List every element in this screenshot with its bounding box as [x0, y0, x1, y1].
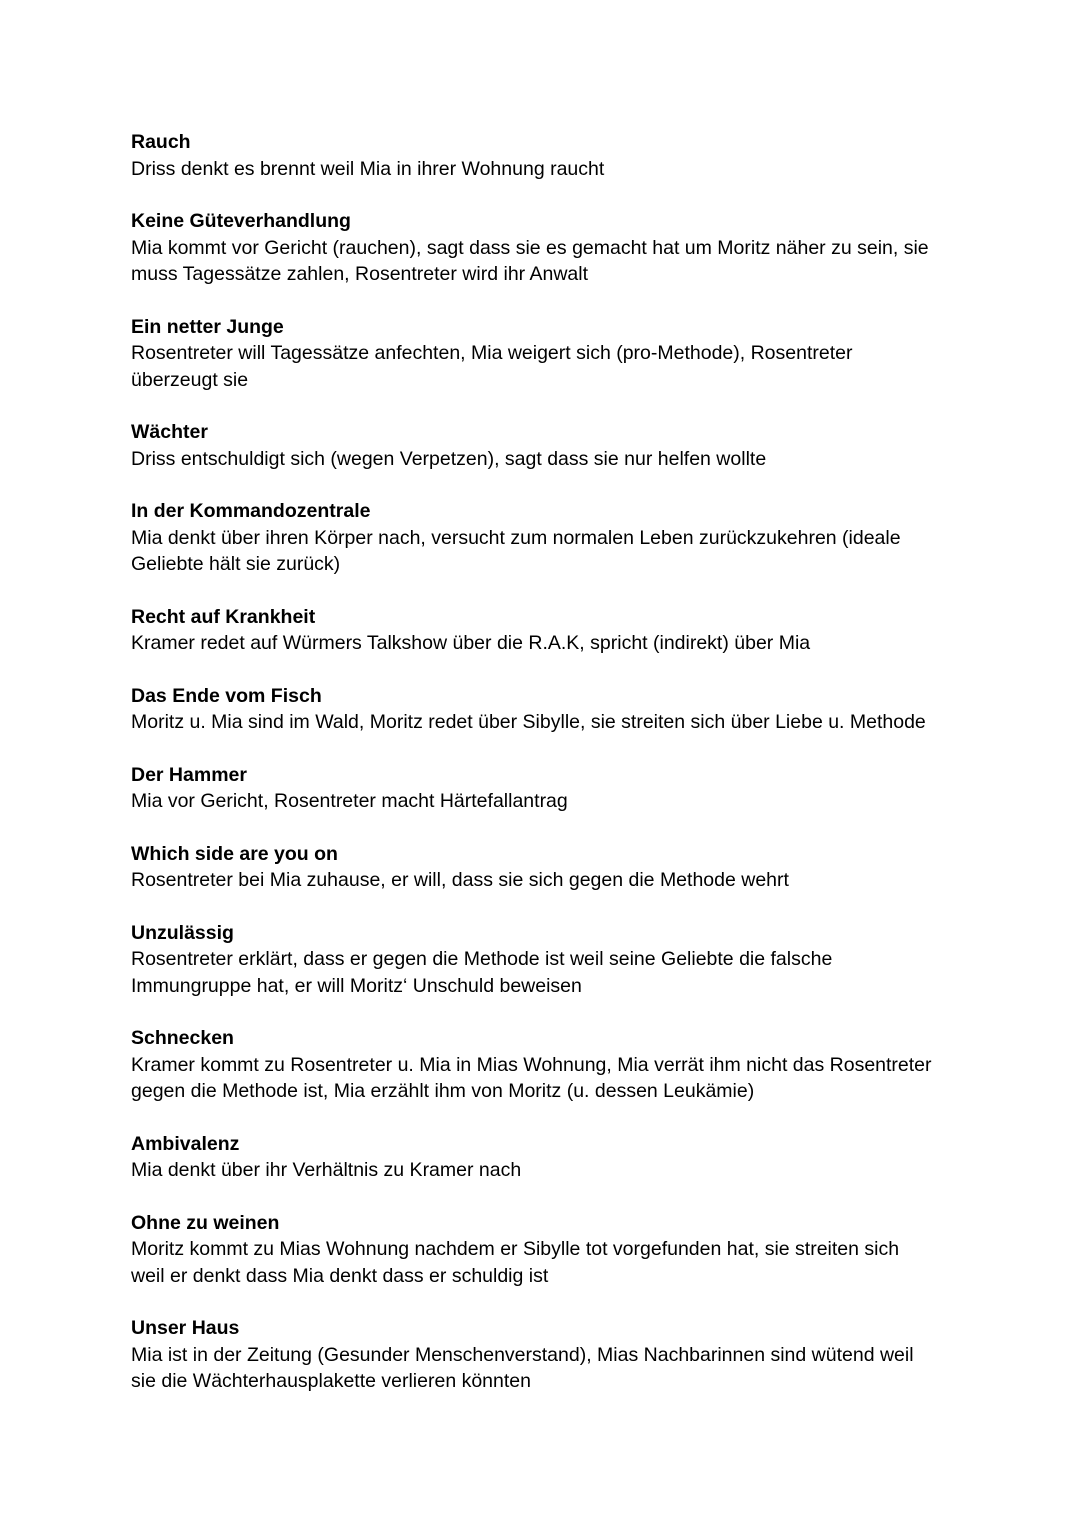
chapter-summary-line: Rosentreter erklärt, dass er gegen die Methode ist weil seine Geliebte die falsche: [131, 948, 833, 970]
chapter-section: [131, 920, 961, 1000]
chapter-summary-line: Kramer redet auf Würmers Talkshow über die R.A.K, spricht (indirekt) über Mia: [131, 632, 811, 654]
chapter-summary-line: Mia ist in der Zeitung (Gesunder Menschenverstand), Mias Nachbarinnen sind wütend weil: [131, 1343, 914, 1366]
chapter-title: Wächter: [131, 421, 208, 443]
chapter-section: [131, 419, 961, 472]
chapter-title: Which side are you on: [131, 842, 338, 865]
chapter-summary-line: Moritz kommt zu Mias Wohnung nachdem er Sibylle tot vorgefunden hat, sie streiten sich: [131, 1238, 900, 1260]
chapter-section: [131, 498, 961, 578]
chapter-title: Der Hammer: [131, 763, 247, 786]
chapter-summary-line: gegen die Methode ist, Mia erzählt ihm von Moritz (u. dessen Leukämie): [131, 1080, 755, 1102]
chapter-title: Unzulässig: [131, 921, 234, 944]
chapter-summary-line: überzeugt sie: [131, 368, 249, 391]
chapter-section: [131, 683, 961, 736]
chapter-title: Recht auf Krankheit: [131, 605, 316, 628]
chapter-summary-line: Mia denkt über ihren Körper nach, versucht zum normalen Leben zurückzukehren (ideale: [131, 526, 901, 549]
chapter-summary-line: Rosentreter will Tagessätze anfechten, Mia weigert sich (pro-Methode), Rosentreter: [131, 342, 853, 364]
chapter-section: [131, 314, 961, 394]
chapter-title: In der Kommandozentrale: [131, 500, 371, 522]
chapter-summary-line: Driss denkt es brennt weil Mia in ihrer Wohnung raucht: [131, 157, 605, 180]
chapter-summary-line: Driss entschuldigt sich (wegen Verpetzen), sagt dass sie nur helfen wollte: [131, 447, 767, 470]
chapter-summary-line: Mia vor Gericht, Rosentreter macht Härtefallantrag: [131, 790, 568, 812]
chapter-title: Unser Haus: [131, 1317, 240, 1339]
chapter-summary-line: sie die Wächterhausplakette verlieren könnten: [131, 1370, 531, 1392]
chapter-summary-line: Immungruppe hat, er will Moritz‘ Unschuld beweisen: [131, 974, 582, 997]
chapter-section: [131, 1025, 961, 1105]
chapter-title: Ohne zu weinen: [131, 1211, 280, 1234]
chapter-title: Keine Güteverhandlung: [131, 210, 351, 232]
chapter-summary-line: Mia kommt vor Gericht (rauchen), sagt dass sie es gemacht hat um Moritz näher zu sein, sie: [131, 236, 929, 259]
chapter-section: [131, 604, 961, 657]
chapter-summary-line: Rosentreter bei Mia zuhause, er will, dass sie sich gegen die Methode wehrt: [131, 869, 789, 891]
chapter-title: Ambivalenz: [131, 1132, 240, 1155]
chapter-summary-line: Mia denkt über ihr Verhältnis zu Kramer nach: [131, 1159, 522, 1181]
chapter-section: [131, 1210, 961, 1290]
chapter-title: Schnecken: [131, 1027, 234, 1049]
chapter-title: Das Ende vom Fisch: [131, 684, 322, 707]
chapter-section: [131, 762, 961, 815]
chapter-summary-line: Geliebte hält sie zurück): [131, 553, 341, 575]
document-page: [131, 129, 961, 1421]
chapter-summary-line: weil er denkt dass Mia denkt dass er schuldig ist: [131, 1264, 549, 1287]
chapter-summary-line: Kramer kommt zu Rosentreter u. Mia in Mias Wohnung, Mia verrät ihm nicht das Rosentreter: [131, 1053, 932, 1076]
chapter-summary-line: muss Tagessätze zahlen, Rosentreter wird ihr Anwalt: [131, 263, 589, 285]
chapter-section: [131, 1315, 961, 1395]
chapter-section: [131, 1131, 961, 1184]
chapter-title: Rauch: [131, 131, 191, 153]
chapter-title: Ein netter Junge: [131, 315, 284, 338]
chapter-summary-line: Moritz u. Mia sind im Wald, Moritz redet über Sibylle, sie streiten sich über Liebe u. Methode: [131, 711, 926, 733]
chapter-section: [131, 129, 961, 182]
chapter-section: [131, 841, 961, 894]
chapter-section: [131, 208, 961, 288]
